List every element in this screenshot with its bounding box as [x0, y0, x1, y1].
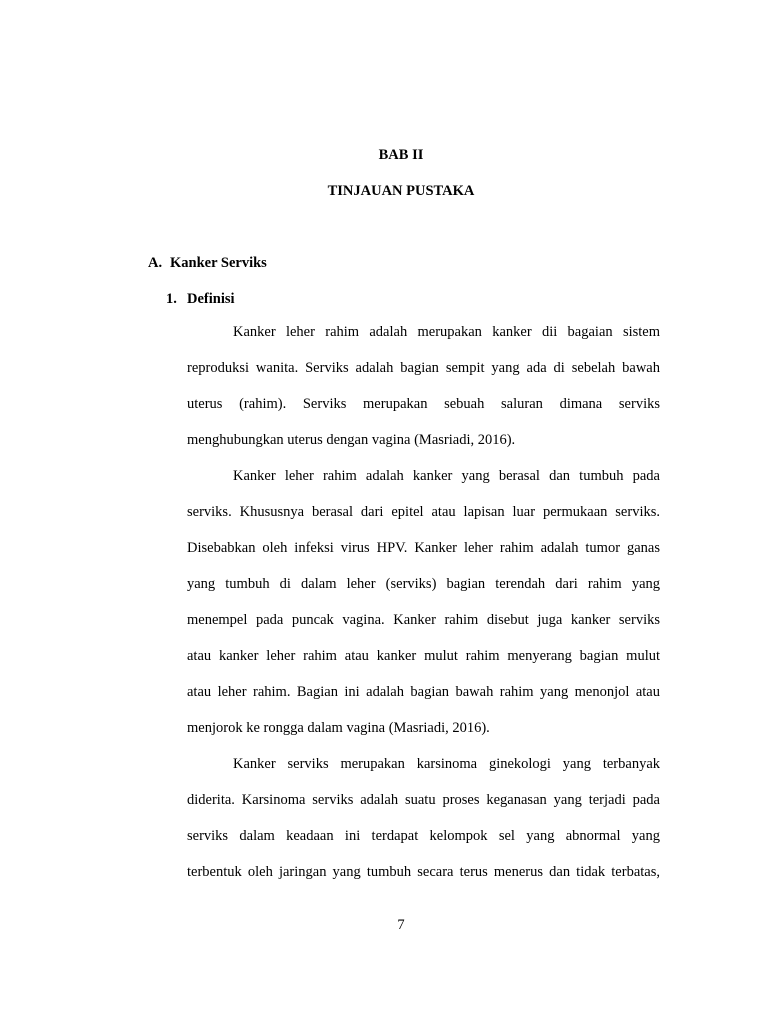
section-marker: A.: [148, 255, 163, 271]
text-line: terbentuk oleh jaringan yang tumbuh secara terus menerus dan tidak terbatas,: [187, 864, 660, 880]
text-line: diderita. Karsinoma serviks adalah suatu proses keganasan yang terjadi pada: [187, 792, 660, 808]
text-line: atau kanker leher rahim atau kanker mulut rahim menyerang bagian mulut: [187, 648, 660, 664]
text-line: Kanker leher rahim adalah merupakan kanker dii bagaian sistem: [233, 324, 660, 340]
text-line: uterus (rahim). Serviks merupakan sebuah saluran dimana serviks: [187, 396, 660, 412]
text-line: menjorok ke rongga dalam vagina (Masriadi, 2016).: [187, 720, 490, 736]
text-line: Kanker leher rahim adalah kanker yang berasal dan tumbuh pada: [233, 468, 660, 484]
chapter-number: BAB II: [378, 147, 424, 163]
text-line: yang tumbuh di dalam leher (serviks) bagian terendah dari rahim yang: [187, 576, 660, 592]
paragraph: [187, 754, 660, 898]
paragraph: [187, 322, 660, 466]
section-heading: [148, 253, 267, 273]
page-number: 7: [397, 917, 405, 933]
text-line: serviks. Khususnya berasal dari epitel atau lapisan luar permukaan serviks.: [187, 504, 660, 520]
text-line: Kanker serviks merupakan karsinoma ginekologi yang terbanyak: [233, 756, 660, 772]
paragraph: [187, 466, 660, 754]
chapter-title: TINJAUAN PUSTAKA: [327, 183, 475, 199]
body-text: [187, 322, 660, 898]
text-line: atau leher rahim. Bagian ini adalah bagian bawah rahim yang menonjol atau: [187, 684, 660, 700]
text-line: serviks dalam keadaan ini terdapat kelompok sel yang abnormal yang: [187, 828, 660, 844]
subsection-heading: [166, 289, 235, 309]
subsection-title: Definisi: [187, 291, 235, 307]
text-line: menghubungkan uterus dengan vagina (Masriadi, 2016).: [187, 432, 516, 448]
text-line: reproduksi wanita. Serviks adalah bagian sempit yang ada di sebelah bawah: [187, 360, 660, 376]
text-line: Disebabkan oleh infeksi virus HPV. Kanker leher rahim adalah tumor ganas: [187, 540, 660, 556]
text-line: menempel pada puncak vagina. Kanker rahim disebut juga kanker serviks: [187, 612, 660, 628]
section-title: Kanker Serviks: [170, 255, 267, 271]
subsection-marker: 1.: [166, 291, 177, 307]
